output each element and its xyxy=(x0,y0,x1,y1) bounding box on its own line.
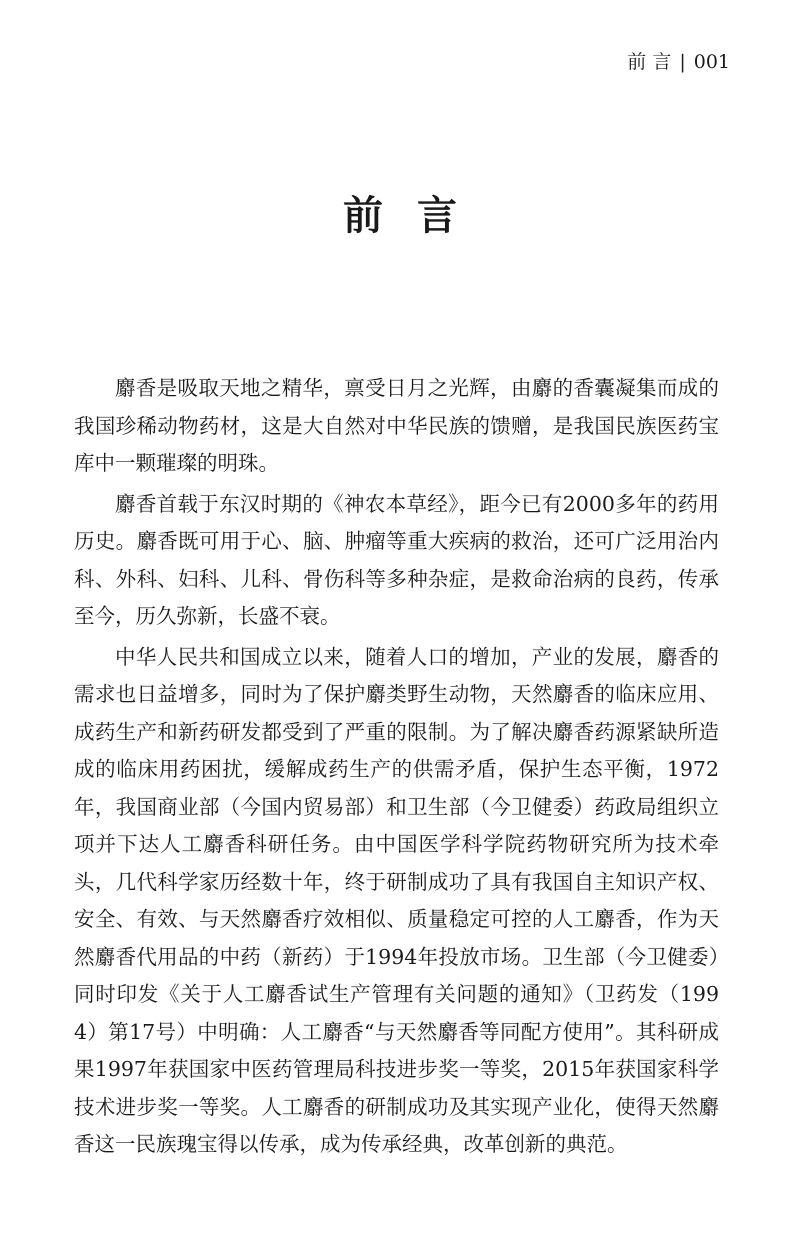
body-text xyxy=(74,370,719,1167)
running-header-separator: | xyxy=(679,51,686,73)
page-number: 001 xyxy=(693,51,730,73)
running-header xyxy=(627,48,730,76)
page-title: 前言 xyxy=(343,192,491,239)
running-header-title: 前 言 xyxy=(627,51,672,73)
paragraph-1: 麝香是吸取天地之精华，禀受日月之光辉，由麝的香囊凝集而成的我国珍稀动物药材，这是大自然对中华民族的馈赠，是我国民族医药宝库中一颗璀璨的明珠。 xyxy=(74,376,719,475)
paragraph-2: 麝香首载于东汉时期的《神农本草经》，距今已有2000多年的药用历史。麝香既可用于心、脑、肿瘤等重大疾病的救治，还可广泛用治内科、外科、妇科、儿科、骨伤科等多种杂症，是救命治病的良药，传承至今，历久弥新，长盛不衰。 xyxy=(74,491,719,628)
paragraph-3: 中华人民共和国成立以来，随着人口的增加，产业的发展，麝香的需求也日益增多，同时为了保护麝类野生动物，天然麝香的临床应用、成药生产和新药研发都受到了严重的限制。为了解决麝香药源紧缺所造成的临床用药困扰，缓解成药生产的供需矛盾，保护生态平衡，1972年，我国商业部（今国内贸易部）和卫生部（今卫健委）药政局组织立项并下达人工麝香科研任务。由中国医学科学院药物研究所为技术牵头，几代科学家历经数十年，终于研制成功了具有我国自主知识产权、安全、有效、与天然麝香疗效相似、质量稳定可控的人工麝香，作为天然麝香代用品的中药（新药）于1994年投放市场。卫生部（今卫健委）同时印发《关于人工麝香试生产管理有关问题的通知》（卫药发（1994）第17号）中明确：人工麝香“与天然麝香等同配方使用”。其科研成果1997年获国家中医药管理局科技进步奖一等奖，2015年获国家科学技术进步奖一等奖。人工麝香的研制成功及其实现产业化，使得天然麝香这一民族瑰宝得以传承，成为传承经典，改革创新的典范。 xyxy=(74,644,719,1156)
